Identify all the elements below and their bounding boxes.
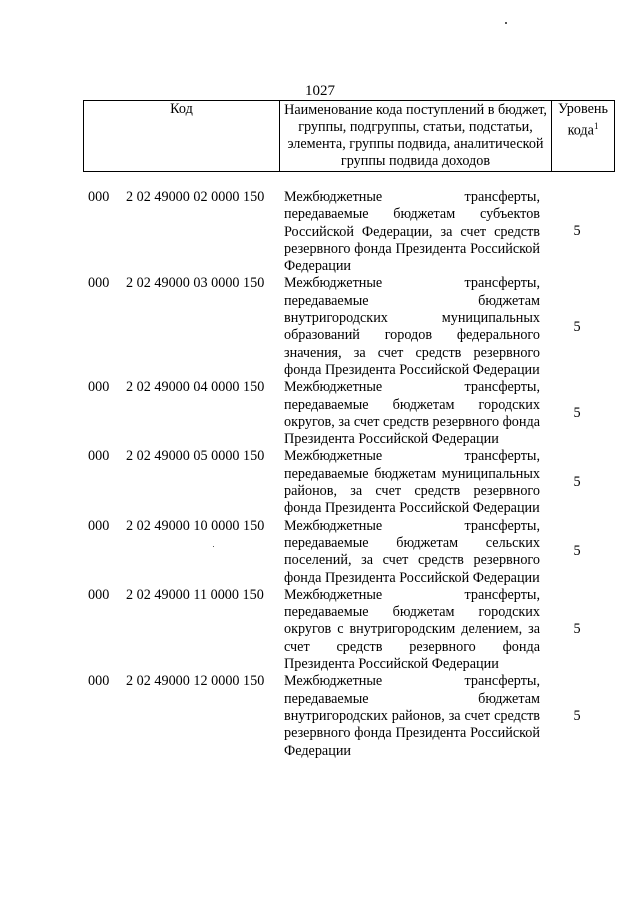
row-prefix: 000 <box>88 275 110 292</box>
table-row <box>0 518 640 587</box>
row-code: 2 02 49000 11 0000 150 <box>126 586 264 603</box>
row-level: 5 <box>573 318 581 335</box>
header-table <box>83 100 615 172</box>
row-prefix: 000 <box>88 517 110 534</box>
row-level: 5 <box>573 405 581 422</box>
row-prefix: 000 <box>88 586 110 603</box>
row-prefix: 000 <box>88 379 110 396</box>
row-name: Межбюджетные трансферты, передаваемые бюджетам городских округов с внутригородским делением, за счет средств резервного фонда Президента Российской Федерации <box>284 586 540 673</box>
row-code: 2 02 49000 12 0000 150 <box>126 673 265 690</box>
row-code: 2 02 49000 02 0000 150 <box>126 189 265 205</box>
table-row <box>0 189 640 275</box>
row-level: 5 <box>573 474 581 491</box>
table-row <box>0 275 640 379</box>
scan-speck <box>505 22 507 24</box>
row-prefix: 000 <box>88 189 110 205</box>
page-number: 1027 <box>305 83 335 99</box>
row-level: 5 <box>573 621 581 638</box>
row-code: 2 02 49000 10 0000 150 <box>126 517 265 534</box>
row-name: Межбюджетные трансферты, передаваемые бюджетам сельских поселений, за счет средств резервного фонда Президента Российской Федерации <box>284 517 540 586</box>
header-name: Наименование кода поступлений в бюджет, группы, подгруппы, статьи, подстатьи, элемента, группы подвида, аналитической группы подвида доходов <box>280 101 552 172</box>
row-code: 2 02 49000 05 0000 150 <box>126 448 265 465</box>
scan-speck <box>213 546 214 547</box>
table-row <box>0 587 640 673</box>
row-name: Межбюджетные трансферты, передаваемые бюджетам внутригородских районов, за счет средств резервного фонда Президента Российской Федерации <box>284 673 540 759</box>
row-name: Межбюджетные трансферты, передаваемые бюджетам муниципальных районов, за счет средств резервного фонда Президента Российской Федерации <box>284 448 540 517</box>
table-body <box>0 189 640 760</box>
header-level-footnote: 1 <box>593 121 599 131</box>
row-code: 2 02 49000 04 0000 150 <box>126 379 265 396</box>
row-level: 5 <box>573 707 581 724</box>
row-code: 2 02 49000 03 0000 150 <box>126 275 265 292</box>
header-row <box>84 101 615 172</box>
table-row <box>0 448 640 517</box>
row-name: Межбюджетные трансферты, передаваемые бюджетам городских округов, за счет средств резервного фонда Президента Российской Федерации <box>284 379 540 448</box>
header-code: Код <box>84 101 280 172</box>
row-name: Межбюджетные трансферты, передаваемые бюджетам внутригородских муниципальных образований городов федерального значения, за счет средств резервного фонда Президента Российской Федерации <box>284 275 540 378</box>
header-level-label: Уровень кода <box>558 101 608 139</box>
row-level: 5 <box>573 543 581 560</box>
row-prefix: 000 <box>88 673 110 690</box>
table-row <box>0 379 640 448</box>
row-name: Межбюджетные трансферты, передаваемые бюджетам субъектов Российской Федерации, за счет средств резервного фонда Президента Российской Федерации <box>284 189 540 275</box>
row-level: 5 <box>573 223 581 240</box>
header-level <box>552 101 615 172</box>
table-row <box>0 673 640 759</box>
row-prefix: 000 <box>88 448 110 465</box>
